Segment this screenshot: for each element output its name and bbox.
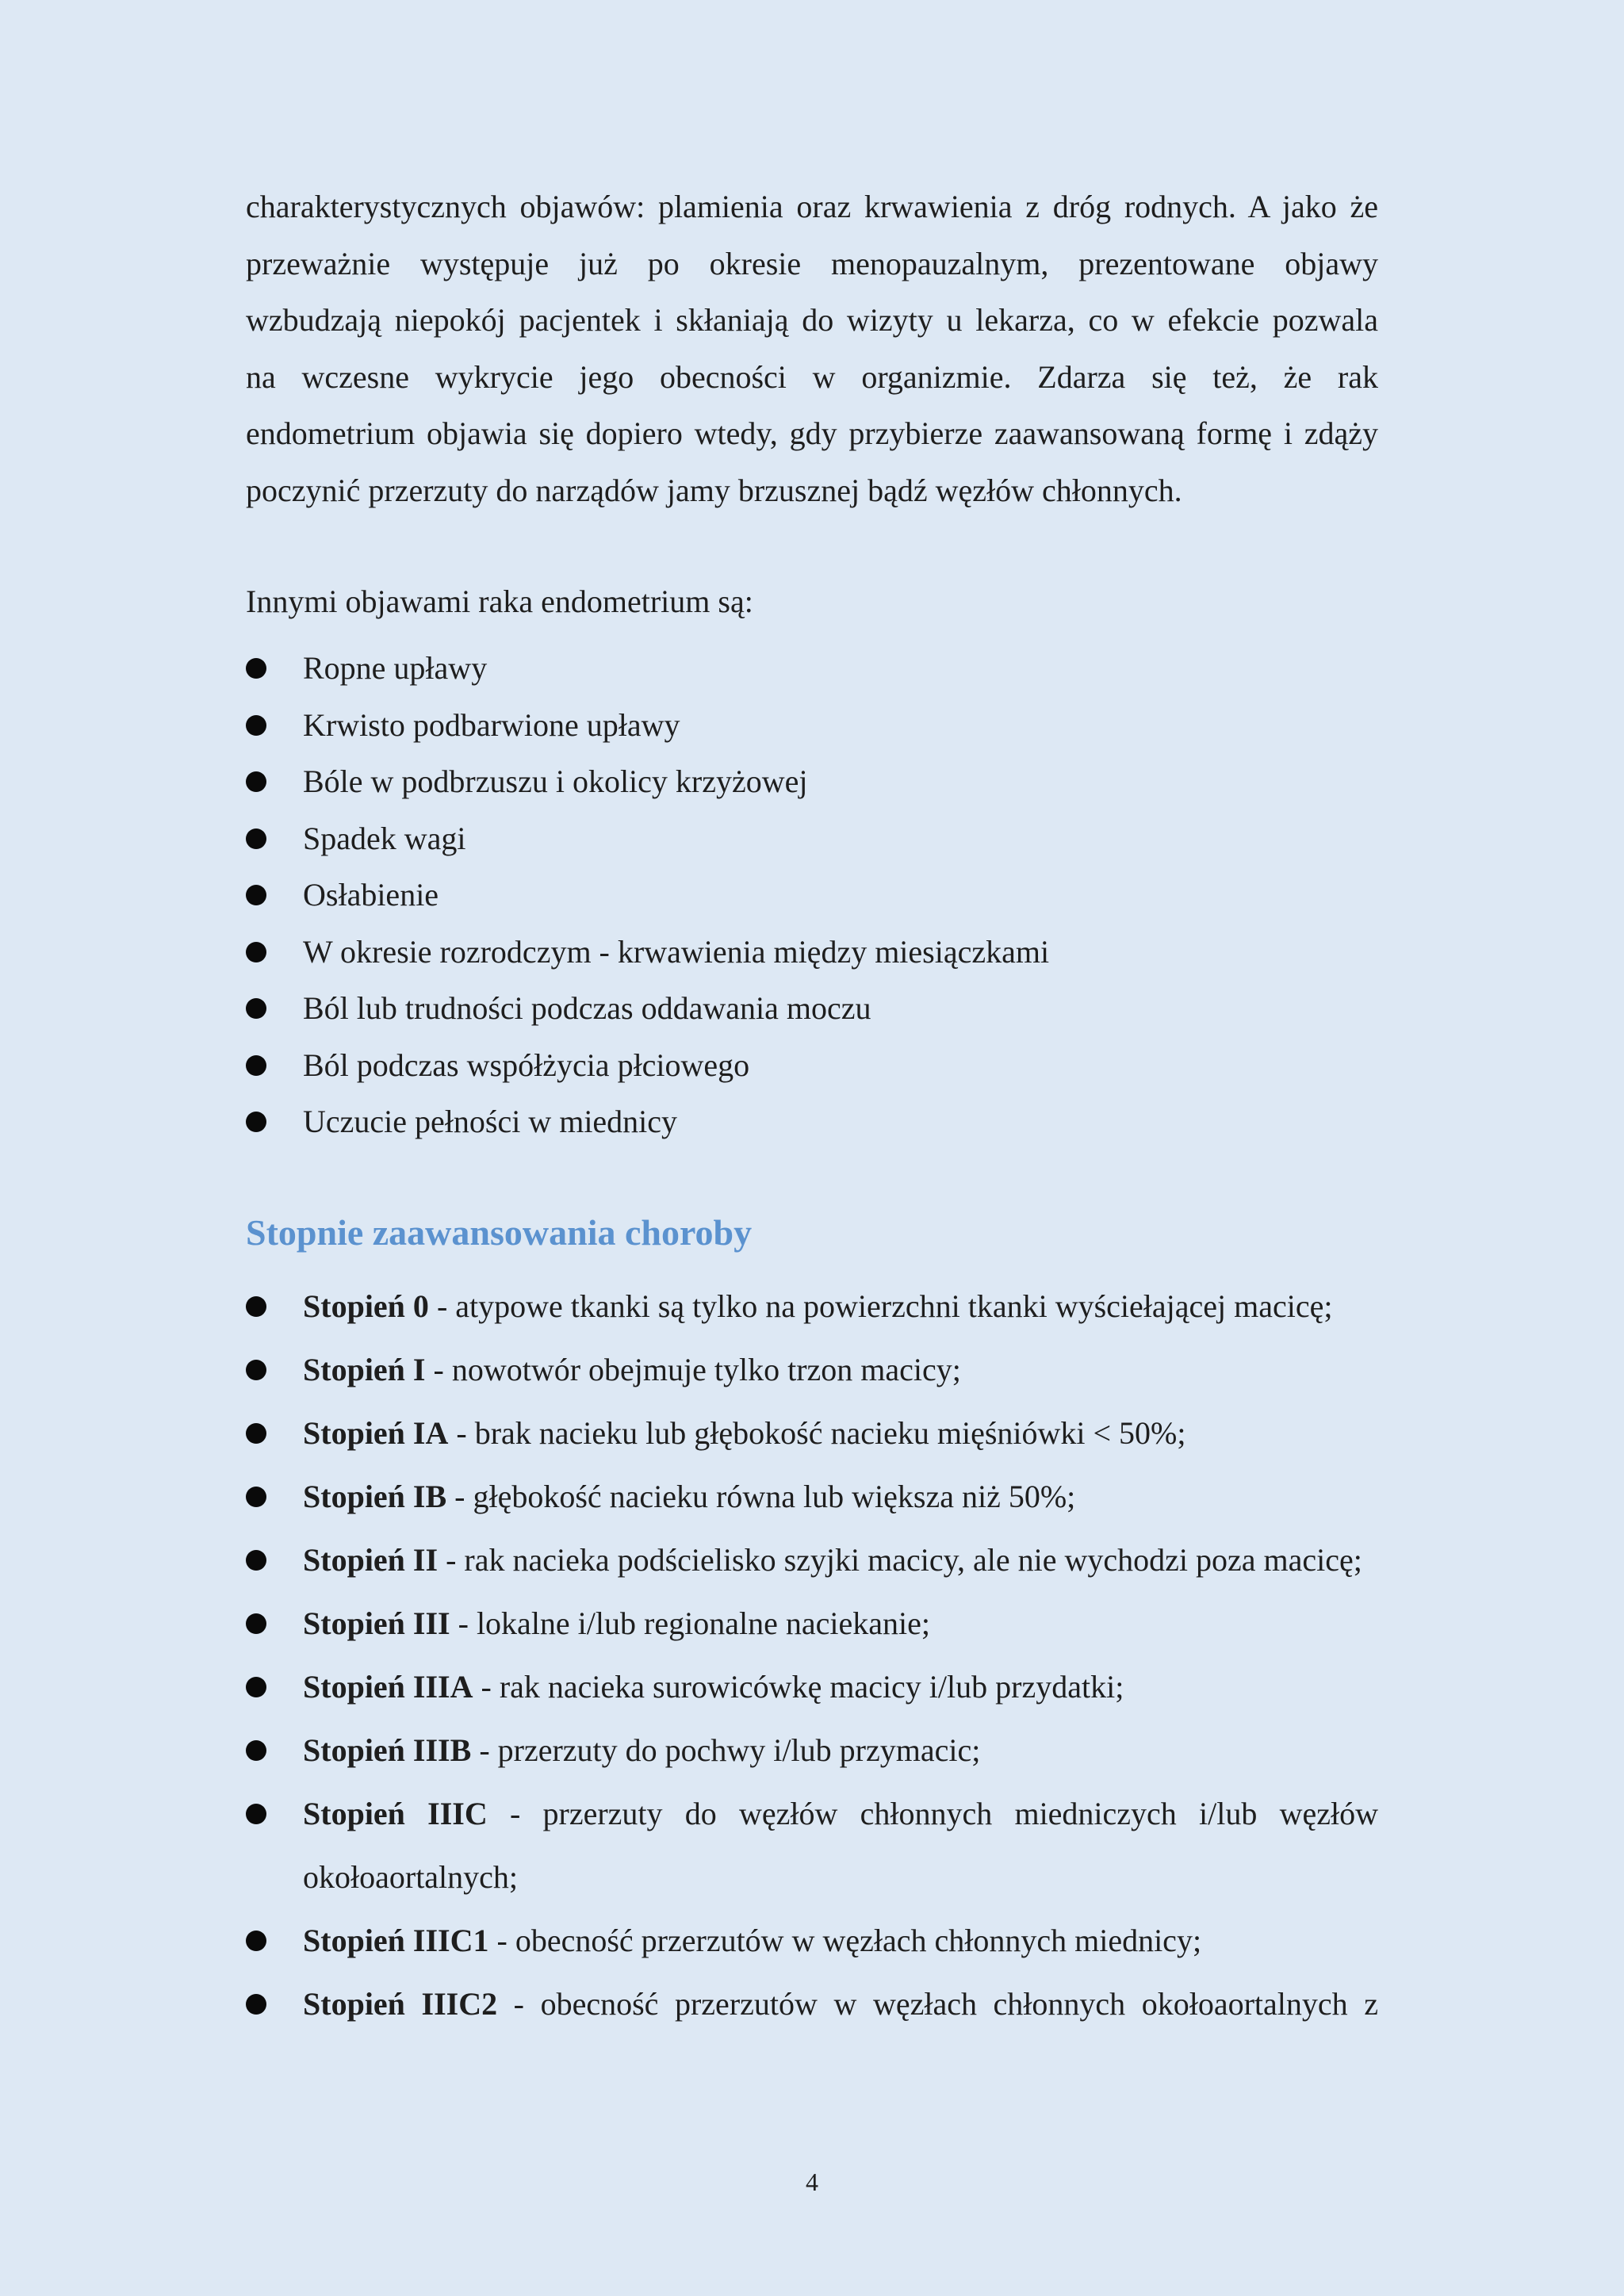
stage-label: Stopień IIIC [303,1796,488,1831]
bullet-icon [246,1296,266,1317]
bullet-icon [246,1740,266,1761]
list-item-text [303,1909,1378,1973]
stage-description: - atypowe tkanki są tylko na powierzchni tkanki wyściełającej macicę; [428,1288,1333,1324]
list-item [246,1037,1378,1094]
bullet-icon [246,885,266,905]
list-item [246,640,1378,697]
bullet-icon [246,1487,266,1507]
stage-description: - rak nacieka podścielisko szyjki macicy, ale nie wychodzi poza macicę; [438,1542,1362,1578]
symptoms-intro [246,583,1378,640]
stage-description: - przerzuty do pochwy i/lub przymacic; [471,1732,981,1768]
bullet-icon [246,658,266,679]
stage-label: Stopień IA [303,1415,449,1451]
list-item [246,753,1378,810]
bullet-icon [246,715,266,736]
bullet-icon [246,1423,266,1444]
bullet-icon [246,1804,266,1824]
bullet-icon [246,1550,266,1571]
list-item-text: Ból lub trudności podczas oddawania moczu [303,990,871,1026]
list-item-text: Spadek wagi [303,820,466,856]
list-item [246,810,1378,867]
intro-paragraph [246,188,1378,528]
stage-label: Stopień III [303,1605,450,1641]
bullet-icon [246,828,266,849]
list-item [246,1973,1378,2036]
list-item [246,1275,1378,1338]
intro-line: przeważnie występuje już po okresie menopauzalnym, prezentowane objawy [246,245,1378,281]
intro-line: charakterystycznych objawów: plamienia oraz krwawienia z dróg rodnych. A jako że [246,189,1378,224]
bullet-icon [246,1055,266,1076]
stage-label: Stopień IIIC2 [303,1986,498,2022]
stage-label: Stopień IIIC1 [303,1923,489,1958]
stage-label: Stopień 0 [303,1288,429,1324]
stage-label: Stopień I [303,1352,426,1387]
list-item [246,1655,1378,1719]
stages-list [246,1275,1378,2036]
stage-label: Stopień II [303,1542,439,1578]
stage-description: - brak nacieku lub głębokość nacieku mięśniówki < 50%; [448,1415,1186,1451]
stage-description: - obecność przerzutów w węzłach chłonnych okołoaortalnych z [497,1986,1378,2022]
list-item-text [303,1402,1378,1465]
intro-line: na wczesne wykrycie jego obecności w organizmie. Zdarza się też, że rak [246,358,1378,395]
stage-description: - rak nacieka surowicówkę macicy i/lub przydatki; [473,1669,1124,1705]
symptoms-list [246,640,1378,1150]
list-item-text: Uczucie pełności w miednicy [303,1104,678,1139]
bullet-icon [246,1112,266,1132]
list-item [246,867,1378,924]
list-item [246,1782,1378,1909]
list-item-text: W okresie rozrodczym - krwawienia między miesiączkami [303,933,1050,970]
stage-description: - przerzuty do węzłów chłonnych miedniczych i/lub węzłów okołoaortalnych; [303,1796,1378,1895]
list-item-text: Krwisto podbarwione upławy [303,706,680,743]
stage-description: - głębokość nacieku równa lub większa niż 50%; [446,1479,1076,1514]
stage-label: Stopień IIIA [303,1669,473,1705]
stage-description: - obecność przerzutów w węzłach chłonnych miednicy; [488,1923,1202,1958]
list-item-text: Bóle w podbrzuszu i okolicy krzyżowej [303,763,808,799]
list-item-text [303,1719,1378,1782]
list-item [246,1719,1378,1782]
bullet-icon [246,1931,266,1951]
bullet-icon [246,998,266,1019]
list-item-text: Ból podczas współżycia płciowego [303,1047,750,1083]
list-item-text [303,1465,1378,1529]
bullet-icon [246,1613,266,1634]
intro-line: poczynić przerzuty do narządów jamy brzusznej bądź węzłów chłonnych. [246,472,1182,508]
section-heading: Stopnie zaawansowania choroby [246,1212,753,1253]
list-item-text [303,1592,1378,1655]
list-item-text: Osłabienie [303,877,439,913]
stage-label: Stopień IB [303,1479,447,1514]
list-item-text [303,1655,1378,1719]
bullet-icon [246,1677,266,1697]
stage-description: - lokalne i/lub regionalne naciekanie; [450,1605,930,1641]
list-item [246,1909,1378,1973]
stage-label: Stopień IIIB [303,1732,472,1768]
list-item-text: Ropne upławy [303,650,488,686]
list-item [246,1093,1378,1150]
list-item [246,980,1378,1037]
list-item [246,1529,1378,1592]
list-item [246,1592,1378,1655]
list-item-text [303,1782,1378,1909]
list-item-text [303,1973,1378,2036]
list-item [246,1402,1378,1465]
bullet-icon [246,942,266,962]
symptoms-intro-text: Innymi objawami raka endometrium są: [246,584,753,619]
bullet-icon [246,1994,266,2015]
list-item [246,1465,1378,1529]
list-item [246,1338,1378,1402]
list-item [246,924,1378,981]
list-item [246,697,1378,754]
intro-line: wzbudzają niepokój pacjentek i skłaniają do wizyty u lekarza, co w efekcie pozwala [246,302,1378,338]
stage-description: - nowotwór obejmuje tylko trzon macicy; [425,1352,961,1387]
bullet-icon [246,771,266,792]
list-item-text [303,1275,1378,1338]
list-item-text [303,1338,1378,1402]
page-number: 4 [806,2168,818,2196]
list-item-text [303,1529,1378,1592]
intro-line: endometrium objawia się dopiero wtedy, gdy przybierze zaawansowaną formę i zdąży [246,415,1378,451]
bullet-icon [246,1360,266,1380]
